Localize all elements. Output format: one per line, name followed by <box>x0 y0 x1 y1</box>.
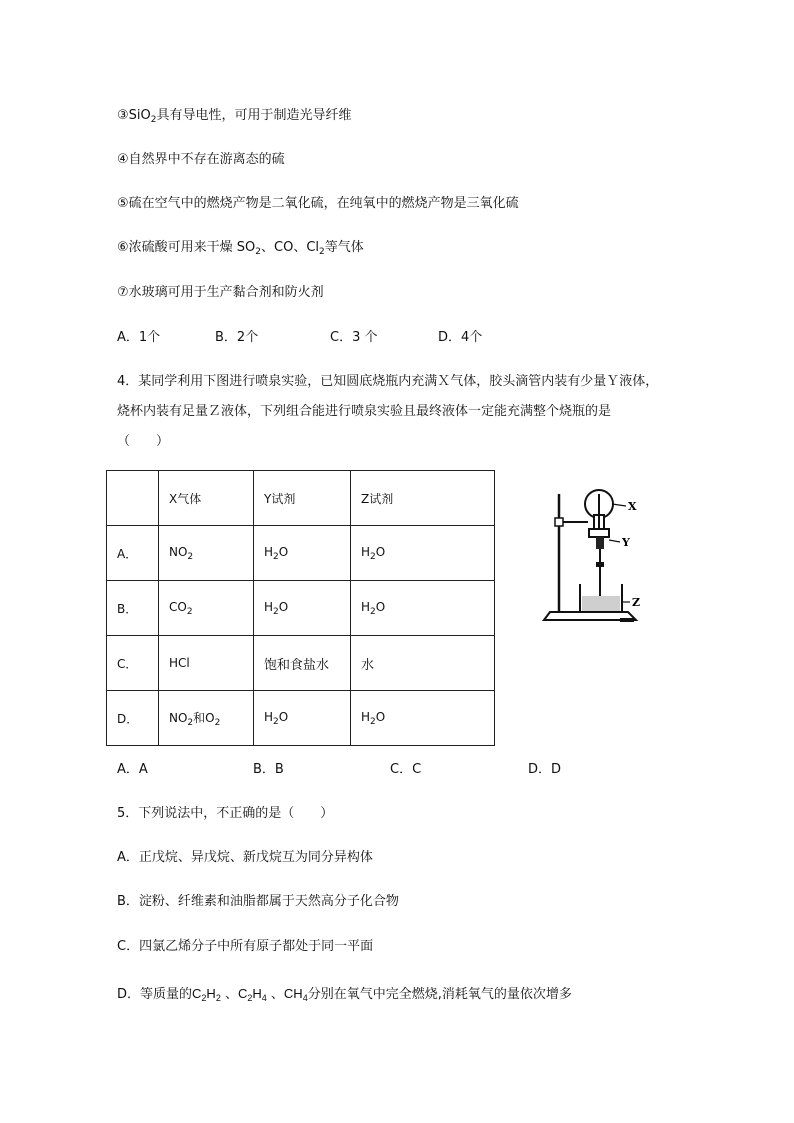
label-z: Z <box>632 596 641 609</box>
table-cell-y: $H_2O$ <box>254 526 351 581</box>
table-cell-x: HCl <box>159 636 254 691</box>
q3-option-b[interactable]: B．2个 <box>215 330 259 345</box>
q5-option-c[interactable]: C．四氯乙烯分子中所有原子都处于同一平面 <box>117 939 374 954</box>
table-cell-x: $CO_2$ <box>159 581 254 636</box>
q4-option-d[interactable]: D．D <box>528 762 562 777</box>
table-cell-z: $H_2O$ <box>351 526 495 581</box>
q5-stem: 5．下列说法中，不正确的是（ ） <box>117 806 334 821</box>
dropper-bulb <box>596 537 604 549</box>
table-row <box>107 581 495 636</box>
label-x: X <box>628 500 637 513</box>
formula-c2h2: $C_2H_2$ <box>192 986 221 1003</box>
q5-option-b[interactable]: B．淀粉、纤维素和油脂都属于天然高分子化合物 <box>117 894 399 909</box>
q3-item-3: ③SiO$_2$具有导电性，可用于制造光导纤维 <box>117 108 352 125</box>
table-cell-z: $H_2O$ <box>351 691 495 746</box>
table-header-row <box>107 471 495 526</box>
table-header-x: X气体 <box>159 471 254 526</box>
table-header-y: Y试剂 <box>254 471 351 526</box>
q3-option-c[interactable]: C．3 个 <box>330 330 378 345</box>
table-row <box>107 691 495 746</box>
formula-ch4: $CH_4$ <box>283 986 308 1003</box>
table-cell-y: $H_2O$ <box>254 581 351 636</box>
q3-item-4: ④自然界中不存在游离态的硫 <box>117 152 285 167</box>
q3-item-7: ⑦水玻璃可用于生产黏合剂和防火剂 <box>117 285 324 300</box>
table-cell-z: 水 <box>351 636 495 691</box>
fountain-apparatus-figure <box>540 484 650 632</box>
table-row <box>107 526 495 581</box>
table-row <box>107 636 495 691</box>
q4-option-a[interactable]: A．A <box>117 762 148 777</box>
stopper <box>589 529 609 537</box>
q4-option-b[interactable]: B．B <box>253 762 284 777</box>
table-header-z: Z试剂 <box>351 471 495 526</box>
q4-stem-line-1: 4．某同学利用下图进行喷泉实验，已知圆底烧瓶内充满Ｘ气体，胶头滴管内装有少量Ｙ液体， <box>117 374 659 389</box>
table-row-label: B． <box>107 581 159 636</box>
table-cell-x: $NO_2$ <box>159 526 254 581</box>
q3-option-a[interactable]: A．1个 <box>117 330 161 345</box>
q3-item-6: ⑥浓硫酸可用来干燥 $SO_2$、CO、$Cl_2$等气体 <box>117 240 364 257</box>
q3-item-5: ⑤硫在空气中的燃烧产物是二氧化硫，在纯氧中的燃烧产物是三氧化硫 <box>117 196 519 211</box>
label-y: Y <box>622 536 630 549</box>
beaker-liquid <box>582 596 620 611</box>
q4-stem-line-3: （ ） <box>117 434 170 449</box>
table-row-label: D． <box>107 691 159 746</box>
table-cell-y: $H_2O$ <box>254 691 351 746</box>
table-cell-y: 饱和食盐水 <box>254 636 351 691</box>
table-cell-x: $NO_2$和$O_2$ <box>159 691 254 746</box>
q5-option-d[interactable]: D．等质量的$C_2H_2$ 、$C_2H_4$ 、$CH_4$分别在氧气中完全燃烧,消耗氧气的量依次增多 <box>117 986 572 1003</box>
table-header-empty <box>107 471 159 526</box>
q3-option-d[interactable]: D．4个 <box>438 330 483 345</box>
q4-stem-line-2: 烧杯内装有足量Ｚ液体，下列组合能进行喷泉实验且最终液体一定能充满整个烧瓶的是 <box>117 404 612 419</box>
q4-option-c[interactable]: C．C <box>390 762 422 777</box>
formula-c2h4: $C_2H_4$ <box>237 986 267 1003</box>
q4-table <box>106 470 495 746</box>
table-cell-z: $H_2O$ <box>351 581 495 636</box>
table-row-label: A． <box>107 526 159 581</box>
table-row-label: C． <box>107 636 159 691</box>
q5-option-a[interactable]: A．正戊烷、异戊烷、新戊烷互为同分异构体 <box>117 850 373 865</box>
